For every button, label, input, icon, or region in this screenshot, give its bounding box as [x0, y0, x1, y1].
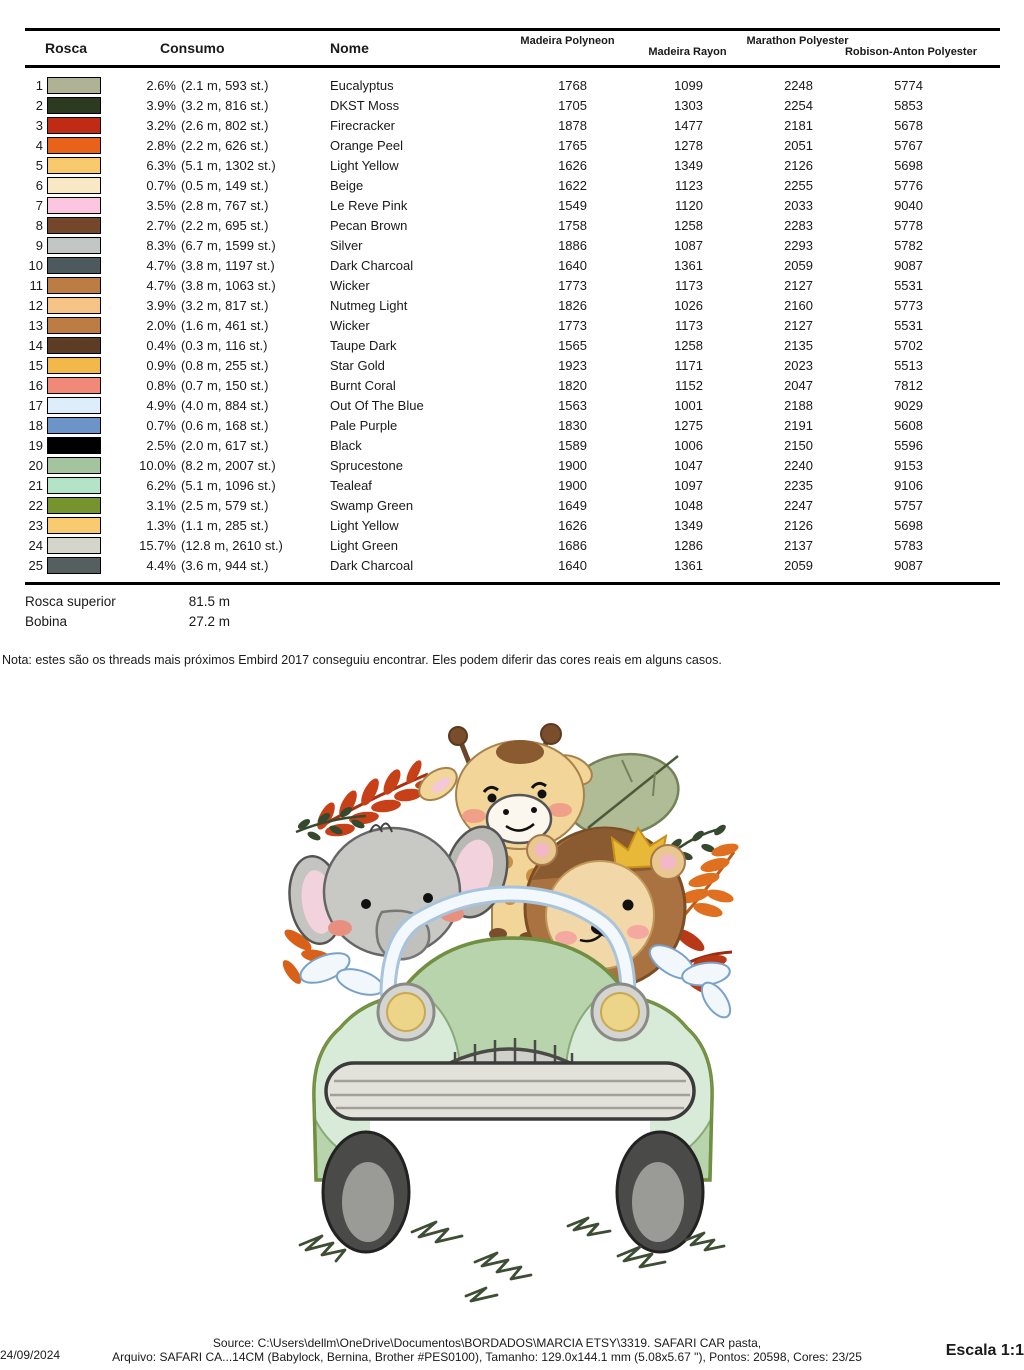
consumo-percent: 15.7%	[139, 538, 176, 553]
madeira-polyneon-code: 1900	[558, 458, 587, 473]
thread-name: Light Green	[330, 538, 398, 553]
robison-anton-code: 5698	[894, 518, 923, 533]
consumo-detail: (2.2 m, 626 st.)	[181, 138, 269, 153]
madeira-rayon-code: 1258	[674, 338, 703, 353]
table-row	[25, 116, 1000, 136]
robison-anton-code: 5782	[894, 238, 923, 253]
marathon-polyester-code: 2240	[784, 458, 813, 473]
row-number: 15	[28, 358, 43, 373]
consumo-detail: (4.0 m, 884 st.)	[181, 398, 269, 413]
thread-name: Wicker	[330, 278, 370, 293]
madeira-polyneon-code: 1686	[558, 538, 587, 553]
consumo-detail: (2.0 m, 617 st.)	[181, 438, 269, 453]
robison-anton-code: 9040	[894, 198, 923, 213]
column-header-consumo: Consumo	[160, 40, 225, 56]
robison-anton-code: 5776	[894, 178, 923, 193]
thread-color-swatch	[47, 337, 101, 354]
thread-color-swatch	[47, 237, 101, 254]
thread-name: Dark Charcoal	[330, 258, 414, 273]
thread-color-swatch	[47, 497, 101, 514]
marathon-polyester-code: 2255	[784, 178, 813, 193]
madeira-rayon-code: 1047	[674, 458, 703, 473]
table-row	[25, 96, 1000, 116]
thread-name: Swamp Green	[330, 498, 414, 513]
table-row	[25, 556, 1000, 576]
madeira-polyneon-code: 1830	[558, 418, 587, 433]
consumo-detail: (6.7 m, 1599 st.)	[181, 238, 276, 253]
thread-name: Tealeaf	[330, 478, 372, 493]
table-row	[25, 136, 1000, 156]
consumo-percent: 4.9%	[146, 398, 176, 413]
thread-name: Beige	[330, 178, 364, 193]
consumo-percent: 2.7%	[146, 218, 176, 233]
consumo-detail: (1.1 m, 285 st.)	[181, 518, 269, 533]
madeira-rayon-code: 1123	[675, 178, 703, 193]
thread-color-swatch	[47, 277, 101, 294]
madeira-rayon-code: 1171	[675, 358, 703, 373]
table-row	[25, 216, 1000, 236]
table-row	[25, 416, 1000, 436]
marathon-polyester-code: 2188	[784, 398, 813, 413]
consumo-detail: (3.8 m, 1197 st.)	[181, 258, 275, 273]
madeira-polyneon-code: 1773	[558, 318, 587, 333]
consumo-detail: (3.2 m, 816 st.)	[181, 98, 269, 113]
consumo-detail: (3.8 m, 1063 st.)	[181, 278, 276, 293]
row-number: 1	[35, 78, 43, 93]
madeira-polyneon-code: 1640	[558, 558, 587, 573]
marathon-polyester-code: 2235	[784, 478, 813, 493]
robison-anton-code: 5757	[894, 498, 923, 513]
robison-anton-code: 9106	[894, 478, 923, 493]
madeira-polyneon-code: 1886	[558, 238, 587, 253]
thread-name: Wicker	[330, 318, 370, 333]
robison-anton-code: 5774	[894, 78, 923, 93]
thread-name: Star Gold	[330, 358, 385, 373]
marathon-polyester-code: 2126	[784, 158, 813, 173]
madeira-polyneon-code: 1773	[558, 278, 587, 293]
thread-color-swatch	[47, 357, 101, 374]
robison-anton-code: 5773	[894, 298, 923, 313]
consumo-percent: 2.8%	[146, 138, 176, 153]
consumo-percent: 2.6%	[146, 78, 176, 93]
robison-anton-code: 5698	[894, 158, 923, 173]
robison-anton-code: 7812	[894, 378, 923, 393]
madeira-rayon-code: 1303	[674, 98, 703, 113]
row-number: 9	[35, 238, 43, 253]
thread-color-swatch	[47, 537, 101, 554]
thread-name: Silver	[330, 238, 363, 253]
madeira-rayon-code: 1349	[674, 158, 703, 173]
marathon-polyester-code: 2059	[784, 258, 813, 273]
thread-name: Eucalyptus	[330, 78, 394, 93]
madeira-rayon-code: 1006	[674, 438, 703, 453]
thread-name: Taupe Dark	[330, 338, 397, 353]
madeira-polyneon-code: 1923	[558, 358, 587, 373]
rosca-superior-value: 81.5 m	[188, 594, 231, 609]
table-row	[25, 276, 1000, 296]
consumo-detail: (5.1 m, 1096 st.)	[181, 478, 276, 493]
table-row	[25, 176, 1000, 196]
row-number: 19	[28, 438, 43, 453]
consumo-detail: (2.5 m, 579 st.)	[181, 498, 269, 513]
marathon-polyester-code: 2283	[784, 218, 813, 233]
thread-color-swatch	[47, 217, 101, 234]
table-row	[25, 156, 1000, 176]
row-number: 11	[29, 278, 43, 293]
madeira-polyneon-code: 1565	[558, 338, 587, 353]
robison-anton-code: 5783	[894, 538, 923, 553]
embroidery-design-preview	[270, 700, 770, 1320]
table-row	[25, 196, 1000, 216]
consumo-percent: 0.8%	[146, 378, 176, 393]
madeira-rayon-code: 1286	[674, 538, 703, 553]
thread-color-swatch	[47, 417, 101, 434]
madeira-rayon-code: 1477	[674, 118, 703, 133]
thread-color-swatch	[47, 257, 101, 274]
thread-color-swatch	[47, 157, 101, 174]
consumo-detail: (8.2 m, 2007 st.)	[181, 458, 276, 473]
table-row	[25, 316, 1000, 336]
consumo-detail: (5.1 m, 1302 st.)	[181, 158, 276, 173]
source-path-line: Source: C:\Users\dellm\OneDrive\Documentos\BORDADOS\MARCIA ETSY\3319. SAFARI CAR pasta,	[212, 1336, 762, 1350]
thread-color-swatch	[47, 397, 101, 414]
row-number: 4	[35, 138, 43, 153]
table-row	[25, 76, 1000, 96]
madeira-polyneon-code: 1765	[558, 138, 587, 153]
robison-anton-code: 9029	[894, 398, 923, 413]
marathon-polyester-code: 2033	[784, 198, 813, 213]
consumo-percent: 2.0%	[146, 318, 176, 333]
madeira-polyneon-code: 1649	[558, 498, 587, 513]
madeira-polyneon-code: 1826	[558, 298, 587, 313]
madeira-rayon-code: 1278	[674, 138, 703, 153]
madeira-rayon-code: 1349	[674, 518, 703, 533]
thread-table-header	[25, 28, 1000, 68]
thread-name: Nutmeg Light	[330, 298, 408, 313]
marathon-polyester-code: 2247	[784, 498, 813, 513]
madeira-rayon-code: 1152	[675, 378, 703, 393]
thread-color-swatch	[47, 557, 101, 574]
madeira-rayon-code: 1097	[674, 478, 703, 493]
thread-name: Pecan Brown	[330, 218, 408, 233]
row-number: 8	[35, 218, 43, 233]
consumo-percent: 10.0%	[139, 458, 176, 473]
thread-name: Orange Peel	[330, 138, 403, 153]
consumo-percent: 4.7%	[146, 278, 176, 293]
consumo-percent: 0.7%	[146, 418, 176, 433]
thread-name: Burnt Coral	[330, 378, 396, 393]
consumo-detail: (2.1 m, 593 st.)	[181, 78, 269, 93]
table-row	[25, 476, 1000, 496]
thread-name: Dark Charcoal	[330, 558, 414, 573]
table-row	[25, 356, 1000, 376]
table-row	[25, 436, 1000, 456]
thread-name: Pale Purple	[330, 418, 398, 433]
consumo-detail: (0.3 m, 116 st.)	[181, 338, 268, 353]
consumo-percent: 1.3%	[146, 518, 176, 533]
bobina-line	[25, 614, 230, 634]
thread-name: Sprucestone	[330, 458, 403, 473]
robison-anton-code: 5531	[894, 318, 923, 333]
madeira-rayon-code: 1001	[674, 398, 703, 413]
column-header-madeira-rayon: Madeira Rayon	[648, 46, 727, 58]
madeira-polyneon-code: 1768	[558, 78, 587, 93]
madeira-polyneon-code: 1640	[558, 258, 587, 273]
row-number: 2	[35, 98, 43, 113]
column-header-rosca: Rosca	[45, 40, 88, 56]
row-number: 23	[28, 518, 43, 533]
consumo-percent: 3.2%	[146, 118, 176, 133]
threads-note: Nota: estes são os threads mais próximos Embird 2017 conseguiu encontrar. Eles podem diferir das cores reais em alguns casos.	[2, 653, 722, 667]
madeira-rayon-code: 1087	[674, 238, 703, 253]
robison-anton-code: 5767	[894, 138, 923, 153]
madeira-rayon-code: 1173	[675, 318, 703, 333]
thread-name: Le Reve Pink	[330, 198, 408, 213]
madeira-polyneon-code: 1878	[558, 118, 587, 133]
robison-anton-code: 5531	[894, 278, 923, 293]
madeira-polyneon-code: 1589	[558, 438, 587, 453]
madeira-polyneon-code: 1758	[558, 218, 587, 233]
thread-name: Light Yellow	[330, 158, 399, 173]
table-row	[25, 536, 1000, 556]
consumo-percent: 0.4%	[146, 338, 176, 353]
row-number: 22	[28, 498, 43, 513]
robison-anton-code: 9087	[894, 258, 923, 273]
robison-anton-code: 9087	[894, 558, 923, 573]
rosca-superior-label: Rosca superior	[25, 594, 116, 609]
consumo-percent: 2.5%	[146, 438, 176, 453]
report-date: 24/09/2024	[0, 1348, 61, 1362]
marathon-polyester-code: 2023	[784, 358, 813, 373]
marathon-polyester-code: 2293	[784, 238, 813, 253]
thread-color-swatch	[47, 137, 101, 154]
robison-anton-code: 5608	[894, 418, 923, 433]
madeira-polyneon-code: 1622	[558, 178, 587, 193]
scale-label: Escala 1:1	[945, 1342, 1024, 1359]
thread-color-swatch	[47, 377, 101, 394]
madeira-polyneon-code: 1705	[558, 98, 587, 113]
marathon-polyester-code: 2181	[784, 118, 813, 133]
consumo-percent: 0.7%	[146, 178, 176, 193]
marathon-polyester-code: 2160	[784, 298, 813, 313]
thread-color-swatch	[47, 457, 101, 474]
thread-name: Black	[330, 438, 362, 453]
row-number: 20	[28, 458, 43, 473]
consumo-detail: (2.2 m, 695 st.)	[181, 218, 269, 233]
row-number: 13	[28, 318, 43, 333]
column-header-madeira-polyneon: Madeira Polyneon	[520, 35, 615, 47]
row-number: 7	[35, 198, 43, 213]
thread-color-swatch	[47, 77, 101, 94]
bobina-label: Bobina	[25, 614, 68, 629]
row-number: 6	[35, 178, 43, 193]
consumo-detail: (2.8 m, 767 st.)	[181, 198, 269, 213]
thread-table	[25, 28, 1000, 585]
marathon-polyester-code: 2248	[784, 78, 813, 93]
consumo-percent: 4.4%	[146, 558, 176, 573]
consumo-percent: 3.9%	[146, 298, 176, 313]
consumo-percent: 4.7%	[146, 258, 176, 273]
marathon-polyester-code: 2127	[784, 278, 813, 293]
robison-anton-code: 9153	[894, 458, 923, 473]
madeira-rayon-code: 1120	[675, 198, 703, 213]
marathon-polyester-code: 2254	[784, 98, 813, 113]
file-details-line: Arquivo: SAFARI CA...14CM (Babylock, Bernina, Brother #PES0100), Tamanho: 129.0x144.1 mm (5.08x5.67 "), Pontos: 20598, Cores: 23/25	[112, 1350, 862, 1364]
consumo-detail: (3.6 m, 944 st.)	[181, 558, 269, 573]
consumo-detail: (0.5 m, 149 st.)	[181, 178, 269, 193]
madeira-rayon-code: 1026	[674, 298, 703, 313]
row-number: 24	[28, 538, 43, 553]
table-row	[25, 236, 1000, 256]
thread-color-swatch	[47, 197, 101, 214]
column-header-nome: Nome	[330, 40, 369, 56]
table-row	[25, 516, 1000, 536]
consumo-percent: 3.5%	[146, 198, 176, 213]
thread-color-swatch	[47, 517, 101, 534]
consumo-detail: (2.6 m, 802 st.)	[181, 118, 269, 133]
thread-color-swatch	[47, 437, 101, 454]
thread-color-swatch	[47, 317, 101, 334]
madeira-polyneon-code: 1820	[558, 378, 587, 393]
madeira-rayon-code: 1361	[674, 558, 703, 573]
marathon-polyester-code: 2127	[784, 318, 813, 333]
robison-anton-code: 5702	[894, 338, 923, 353]
row-number: 12	[28, 298, 43, 313]
consumo-detail: (1.6 m, 461 st.)	[181, 318, 269, 333]
madeira-rayon-code: 1361	[674, 258, 703, 273]
marathon-polyester-code: 2059	[784, 558, 813, 573]
row-number: 21	[28, 478, 43, 493]
column-header-marathon-polyester: Marathon Polyester	[746, 35, 849, 47]
robison-anton-code: 5596	[894, 438, 923, 453]
robison-anton-code: 5853	[894, 98, 923, 113]
consumo-detail: (12.8 m, 2610 st.)	[181, 538, 283, 553]
row-number: 14	[28, 338, 43, 353]
madeira-rayon-code: 1275	[674, 418, 703, 433]
row-number: 10	[28, 258, 43, 273]
thread-rows	[25, 68, 1000, 585]
thread-name: Out Of The Blue	[330, 398, 424, 413]
consumo-percent: 3.9%	[146, 98, 176, 113]
table-row	[25, 456, 1000, 476]
robison-anton-code: 5778	[894, 218, 923, 233]
table-row	[25, 256, 1000, 276]
thread-name: Light Yellow	[330, 518, 399, 533]
madeira-polyneon-code: 1626	[558, 158, 587, 173]
consumo-detail: (0.7 m, 150 st.)	[181, 378, 269, 393]
marathon-polyester-code: 2051	[784, 138, 813, 153]
consumo-percent: 6.2%	[146, 478, 176, 493]
thread-color-swatch	[47, 177, 101, 194]
thread-color-swatch	[47, 97, 101, 114]
marathon-polyester-code: 2137	[784, 538, 813, 553]
marathon-polyester-code: 2135	[784, 338, 813, 353]
madeira-rayon-code: 1048	[674, 498, 703, 513]
thread-color-swatch	[47, 117, 101, 134]
marathon-polyester-code: 2047	[784, 378, 813, 393]
madeira-rayon-code: 1173	[675, 278, 703, 293]
table-row	[25, 496, 1000, 516]
robison-anton-code: 5678	[894, 118, 923, 133]
madeira-rayon-code: 1258	[674, 218, 703, 233]
consumo-detail: (0.8 m, 255 st.)	[181, 358, 269, 373]
consumo-percent: 8.3%	[146, 238, 176, 253]
marathon-polyester-code: 2191	[784, 418, 813, 433]
thread-color-swatch	[47, 477, 101, 494]
car-bumper	[326, 1063, 694, 1119]
report-file-info	[37, 1336, 937, 1364]
consumo-detail: (3.2 m, 817 st.)	[181, 298, 269, 313]
madeira-polyneon-code: 1626	[558, 518, 587, 533]
row-number: 25	[28, 558, 43, 573]
robison-anton-code: 5513	[894, 358, 923, 373]
table-row	[25, 396, 1000, 416]
madeira-rayon-code: 1099	[674, 78, 703, 93]
consumo-percent: 0.9%	[146, 358, 176, 373]
column-header-robison-anton: Robison-Anton Polyester	[844, 46, 977, 58]
row-number: 3	[35, 118, 43, 133]
rosca-superior-line	[25, 594, 230, 614]
thread-color-swatch	[47, 297, 101, 314]
marathon-polyester-code: 2150	[784, 438, 813, 453]
row-number: 18	[28, 418, 43, 433]
marathon-polyester-code: 2126	[784, 518, 813, 533]
madeira-polyneon-code: 1549	[558, 198, 587, 213]
table-row	[25, 336, 1000, 356]
thread-totals	[25, 594, 230, 634]
madeira-polyneon-code: 1563	[558, 398, 587, 413]
consumo-detail: (0.6 m, 168 st.)	[181, 418, 269, 433]
row-number: 5	[35, 158, 43, 173]
table-row	[25, 376, 1000, 396]
consumo-percent: 3.1%	[146, 498, 176, 513]
thread-name: Firecracker	[330, 118, 396, 133]
consumo-percent: 6.3%	[146, 158, 176, 173]
thread-name: DKST Moss	[330, 98, 400, 113]
row-number: 17	[28, 398, 43, 413]
row-number: 16	[28, 378, 43, 393]
bobina-value: 27.2 m	[188, 614, 231, 629]
table-row	[25, 296, 1000, 316]
madeira-polyneon-code: 1900	[558, 478, 587, 493]
